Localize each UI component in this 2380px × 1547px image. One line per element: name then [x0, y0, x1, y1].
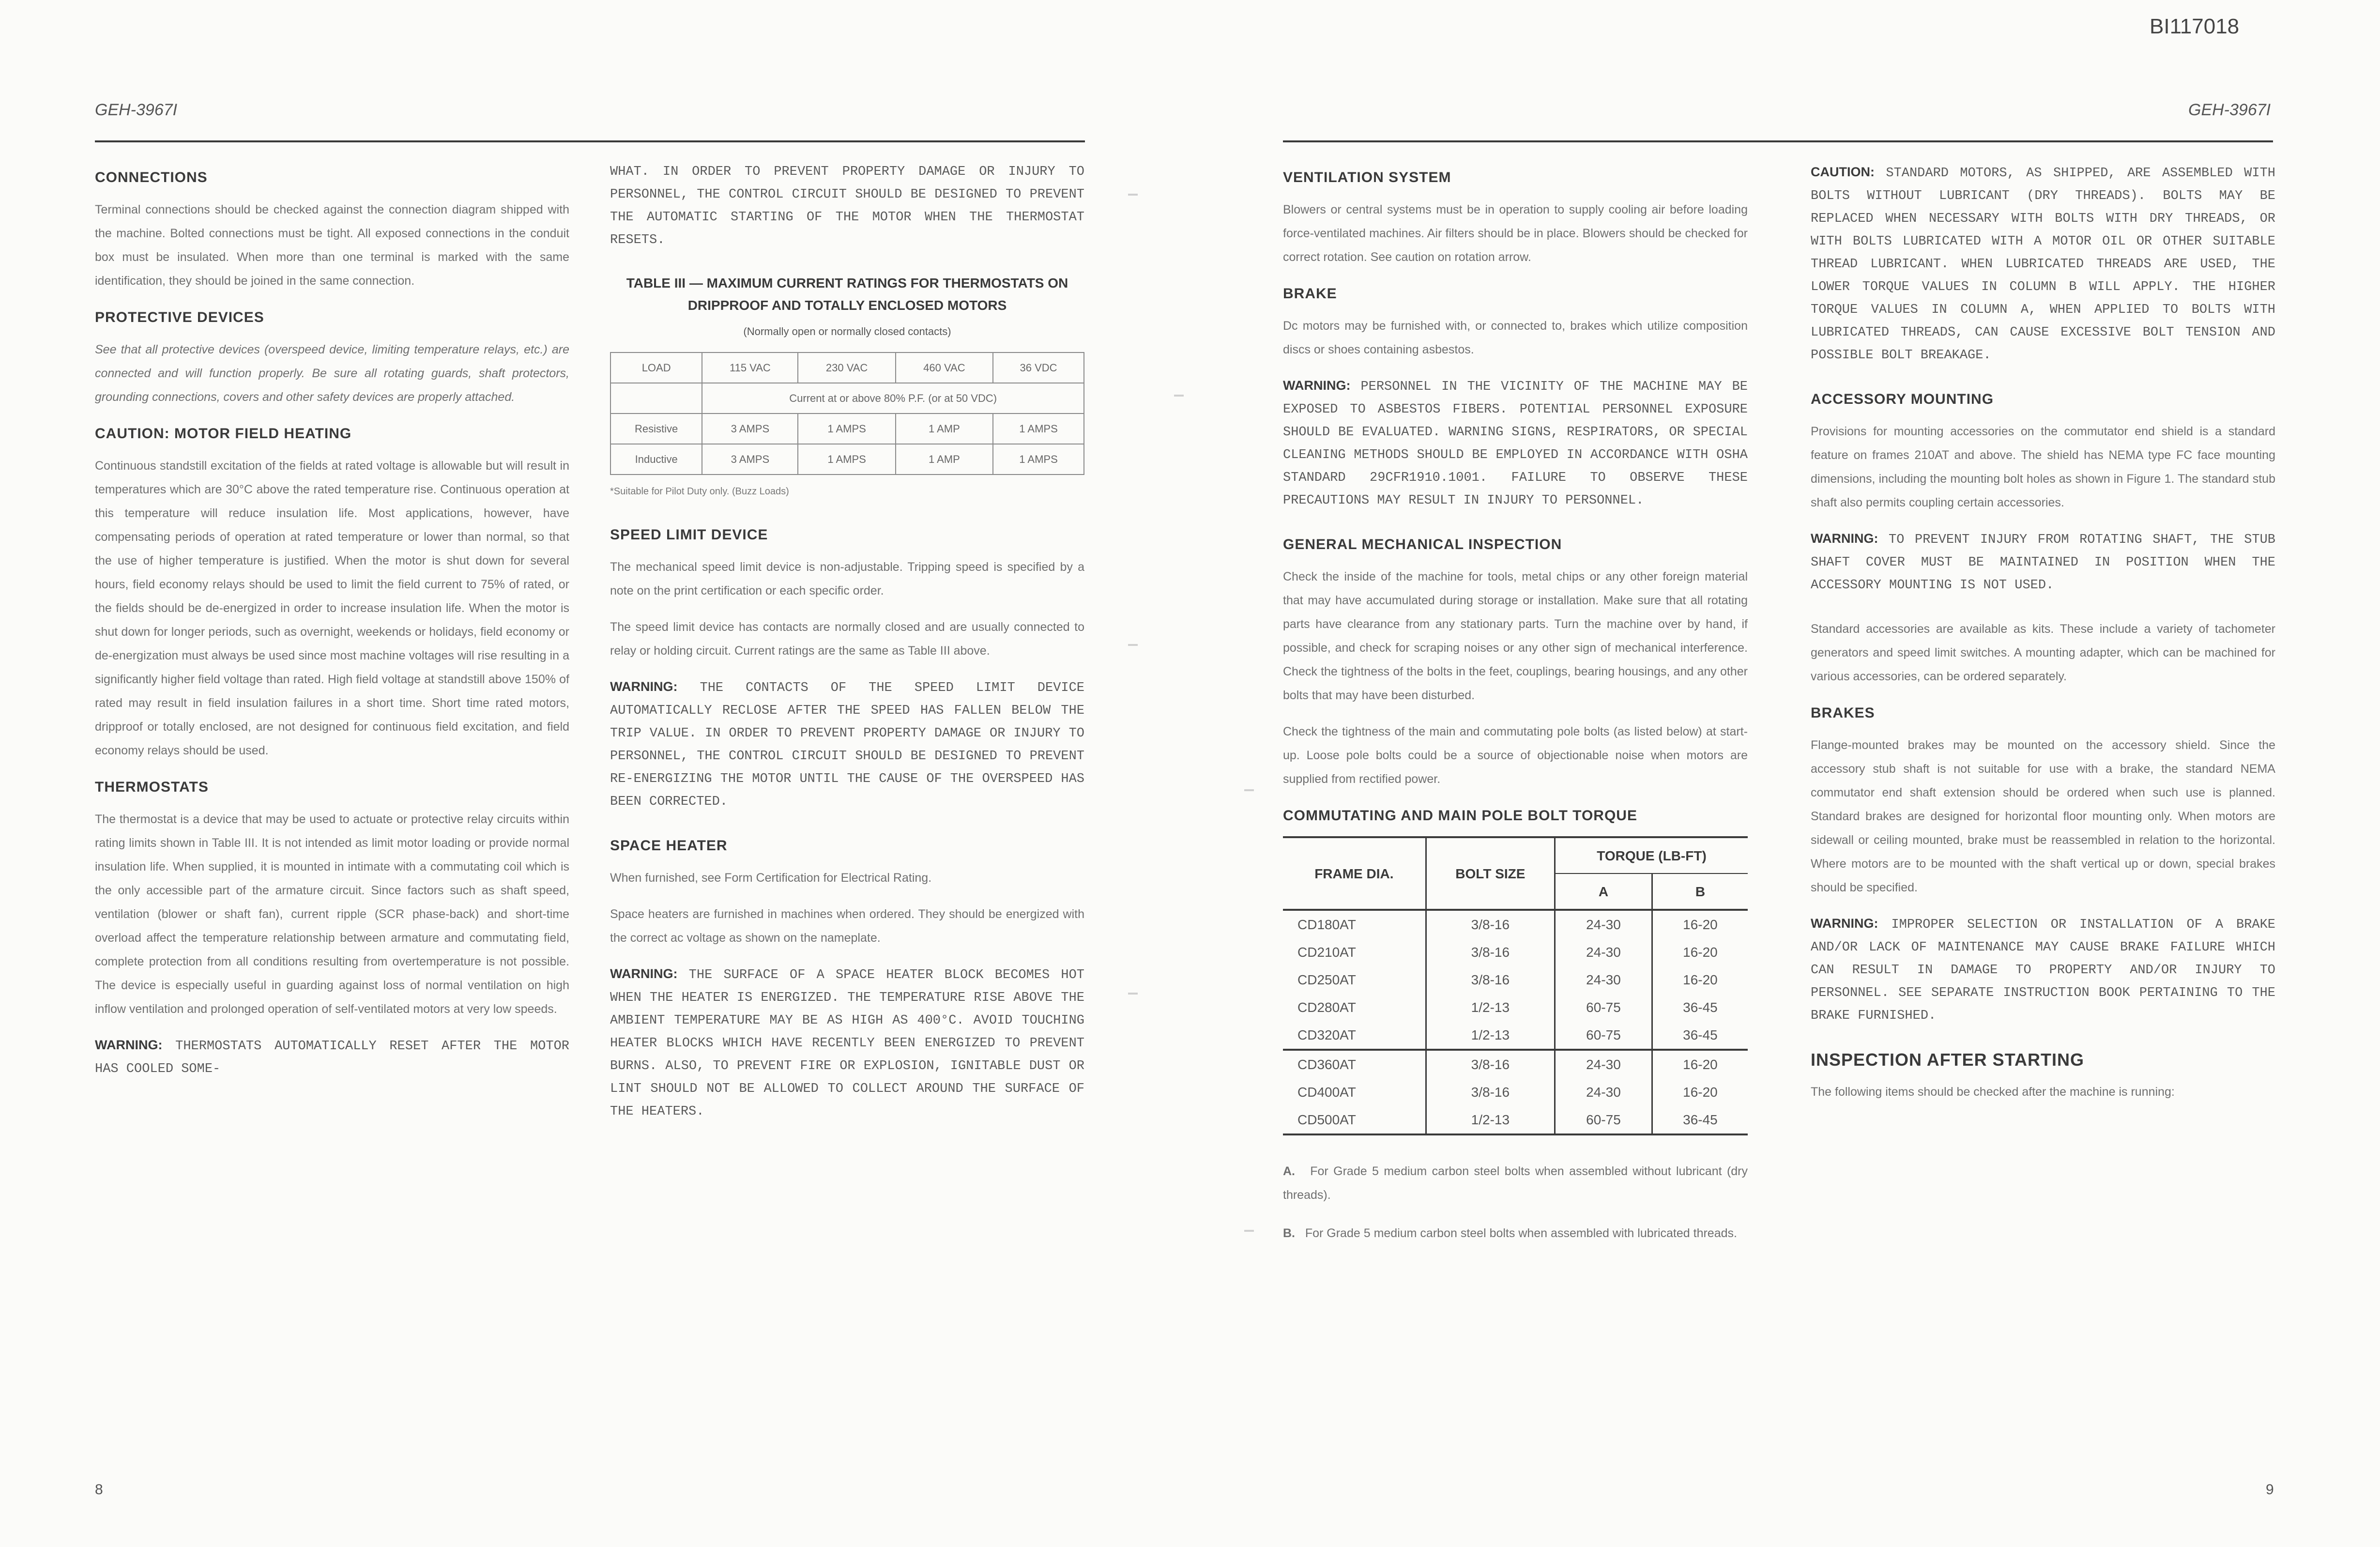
left-column-2: [610, 155, 1084, 1144]
note-a-label: A.: [1283, 1164, 1295, 1178]
table-row: [1283, 1050, 1748, 1078]
thermostat-warning-text: THERMOSTATS AUTOMATICALLY RESET AFTER THE MOTOR HAS COOLED SOME-: [95, 1039, 569, 1076]
bolt-cell: CD280AT: [1297, 1000, 1356, 1015]
table3-cell: 1 AMP: [896, 414, 993, 444]
bolt-cell: 24-30: [1555, 966, 1652, 994]
bolt-cell: 24-30: [1555, 910, 1652, 938]
table-row: [1283, 1078, 1748, 1106]
note-b-label: B.: [1283, 1226, 1295, 1240]
warning-label: WARNING:: [1811, 531, 1878, 546]
bolt-cell: 36-45: [1652, 994, 1748, 1021]
inspection-after-starting-text: The following items should be checked after the machine is running:: [1811, 1085, 2175, 1099]
table3-cell: 1 AMPS: [993, 444, 1084, 475]
left-header-rule: [95, 140, 1085, 142]
right-running-header: GEH-3967I: [2188, 101, 2271, 119]
table-row: [1283, 966, 1748, 994]
inspection-after-starting-heading: INSPECTION AFTER STARTING: [1811, 1050, 2084, 1070]
right-column-1: [1283, 155, 1748, 1260]
warning-label: WARNING:: [1811, 916, 1878, 931]
bolt-cell: 60-75: [1555, 1106, 1652, 1134]
brakes-heading: BRAKES: [1811, 705, 1875, 721]
table3-title: TABLE III — MAXIMUM CURRENT RATINGS FOR THERMOSTATS ON DRIPPROOF AND TOTALLY ENCLOSED MOTORS: [626, 276, 1068, 313]
table3-cell: 1 AMPS: [798, 444, 895, 475]
bolt-cell: 16-20: [1652, 910, 1748, 938]
gutter-mark: [1128, 194, 1138, 196]
bolt-cell: CD360AT: [1283, 1050, 1426, 1078]
brake-installation-warning-text: IMPROPER SELECTION OR INSTALLATION OF A BRAKE AND/OR LACK OF MAINTENANCE MAY CAUSE BRAKE FAILURE WHICH CAN RESULT IN DAMAGE TO PROPERTY AND/OR INJURY TO PERSONNEL. SEE SEPARATE INSTRUCTION BOOK PERTAINING TO THE BRAKE FURNISHED.: [1811, 918, 2276, 1023]
thermostat-warning: [95, 1034, 569, 1081]
gutter-mark: [1174, 395, 1184, 397]
ventilation-text: Blowers or central systems must be in operation to supply cooling air before loading force-ventilated machines. Air filters should be in place. Blowers should be checked for correct rotation. See caution on rotation arrow.: [1283, 203, 1748, 264]
mechanical-inspection-text-1: Check the inside of the machine for tools, metal chips or any other foreign material that may have accumulated during storage or installation. Make sure that all rotating parts have clearance from any stationary parts. Turn the machine over by hand, if possible, and check for scraping noises or any other sign of mechanical interference. Check the tightness of the bolts in the feet, couplings, bearing housings, and any other bolts that may have been disturbed.: [1283, 570, 1748, 702]
mechanical-inspection-text-2: Check the tightness of the main and commutating pole bolts (as listed below) at start-up. Loose pole bolts could be a source of objectionable noise when motors are supplied from rectified power.: [1283, 725, 1748, 786]
space-heater-warning-text: THE SURFACE OF A SPACE HEATER BLOCK BECOMES HOT WHEN THE HEATER IS ENERGIZED. THE TEMPERATURE RISE ABOVE THE AMBIENT TEMPERATURE MAY BE AS HIGH AS 400°C. AVOID TOUCHING HEATER BLOCKS WHICH HAVE RECENTLY BEEN ENERGIZED TO PREVENT BURNS. ALSO, TO PREVENT FIRE OR EXPLOSION, IGNITABLE DUST OR LINT SHOULD NOT BE ALLOWED TO COLLECT AROUND THE SURFACE OF THE HEATERS.: [610, 968, 1085, 1119]
table3-cell: 1 AMPS: [993, 414, 1084, 444]
brake-installation-warning: [1811, 912, 2275, 1027]
table3-span-row: Current at or above 80% P.F. (or at 50 VDC): [702, 383, 1084, 414]
accessory-mounting-text: Provisions for mounting accessories on the commutator end shield is a standard feature on frames 210AT and above. The shield has NEMA type FC face mounting dimensions, including the mounting bolt holes as shown in Figure 1. The standard stub shaft also permits coupling certain accessories.: [1811, 425, 2275, 509]
bolt-cell: 36-45: [1652, 1021, 1748, 1050]
bolt-cell: 3/8-16: [1426, 1078, 1555, 1106]
table-row: [1283, 1106, 1748, 1134]
bolt-cell: 1/2-13: [1426, 994, 1555, 1021]
speed-limit-warning-text: THE CONTACTS OF THE SPEED LIMIT DEVICE AUTOMATICALLY RECLOSE AFTER THE SPEED HAS FALLEN BELOW THE TRIP VALUE. IN ORDER TO PREVENT PROPERTY DAMAGE OR INJURY TO PERSONNEL, THE CONTROL CIRCUIT SHOULD BE DESIGNED TO PREVENT RE-ENERGIZING THE MOTOR UNTIL THE CAUSE OF THE OVERSPEED HAS BEEN CORRECTED.: [610, 681, 1085, 809]
table3-cell: [610, 383, 702, 414]
space-heater-warning: [610, 963, 1084, 1123]
table3-header: 115 VAC: [702, 352, 798, 383]
gutter-mark: [1128, 993, 1138, 995]
bolt-cell: 24-30: [1555, 1078, 1652, 1106]
speed-limit-warning: [610, 675, 1084, 813]
frame-dia-header: FRAME DIA.: [1283, 837, 1426, 910]
brake-text: Dc motors may be furnished with, or connected to, brakes which utilize composition discs or shoes containing asbestos.: [1283, 319, 1748, 356]
left-running-header: GEH-3967I: [95, 101, 178, 119]
note-a-text: For Grade 5 medium carbon steel bolts when assembled without lubricant (dry threads).: [1283, 1164, 1748, 1202]
bolt-cell: 16-20: [1652, 1078, 1748, 1106]
torque-b-header: B: [1652, 873, 1748, 910]
torque-a-header: A: [1555, 873, 1652, 910]
bolt-cell: 16-20: [1652, 966, 1748, 994]
warning-label: WARNING:: [1283, 378, 1351, 393]
speed-limit-heading: SPEED LIMIT DEVICE: [610, 527, 768, 543]
table3-footnote: *Suitable for Pilot Duty only. (Buzz Loads): [610, 486, 789, 497]
bolt-caution: [1811, 161, 2275, 367]
space-heater-heading: SPACE HEATER: [610, 838, 728, 854]
warning-label: WARNING:: [610, 966, 678, 981]
right-column-2: [1811, 155, 2275, 1117]
speed-limit-text-1: The mechanical speed limit device is non-adjustable. Tripping speed is specified by a note on the print certification or each specific order.: [610, 560, 1084, 597]
bolt-size-header: BOLT SIZE: [1426, 837, 1555, 910]
table3-cell: Resistive: [610, 414, 702, 444]
note-b-text: For Grade 5 medium carbon steel bolts when assembled with lubricated threads.: [1305, 1226, 1737, 1240]
thermostats-text: The thermostat is a device that may be used to actuate or protective relay circuits within rating limits shown in Table III. It is not intended as limit motor loading or provide normal insulation life. When supplied, it is mounted in intimate with a commutating coil which is the only accessible part of the armature circuit. Since factors such as shaft speed, ventilation (blower or shaft fan), current ripple (SCR phase-back) and short-time overload affect the temperature relationship between armature and commutating field, complete protection from all conditions resulting from overtemperature is not possible. The device is especially useful in guarding against loss of normal ventilation on high inflow ventilation and prolonged operation of self-ventilated motors at very low speeds.: [95, 812, 569, 1016]
table-row: [1283, 1021, 1748, 1050]
bolt-torque-title: COMMUTATING AND MAIN POLE BOLT TORQUE: [1283, 808, 1637, 824]
bolt-cell: CD400AT: [1297, 1085, 1356, 1100]
table3-header: LOAD: [610, 352, 702, 383]
bolt-torque-table: [1283, 836, 1748, 1135]
bolt-cell: CD210AT: [1297, 945, 1356, 960]
caution-label: CAUTION:: [1811, 165, 1875, 179]
accessory-kits-text: Standard accessories are available as kits. These include a variety of tachometer generators and speed limit switches. A mounting adapter, which can be machined for various accessories, can be ordered separately.: [1811, 622, 2275, 683]
gutter-mark: [1128, 644, 1138, 646]
note-a: [1283, 1160, 1748, 1207]
accessory-mounting-heading: ACCESSORY MOUNTING: [1811, 391, 1994, 407]
stub-shaft-warning: [1811, 527, 2275, 597]
bolt-cell: CD500AT: [1297, 1112, 1356, 1127]
left-column-1: [95, 155, 569, 1101]
bolt-cell: 3/8-16: [1426, 938, 1555, 966]
thermostats-heading: THERMOSTATS: [95, 779, 209, 795]
right-page-number: 9: [2266, 1482, 2274, 1498]
bolt-cell: CD320AT: [1297, 1027, 1356, 1042]
thermostat-ratings-table: [610, 352, 1084, 475]
bolt-cell: 3/8-16: [1426, 966, 1555, 994]
table-row: [1283, 910, 1748, 938]
table-row: [1283, 994, 1748, 1021]
ventilation-heading: VENTILATION SYSTEM: [1283, 169, 1451, 185]
warning-label: WARNING:: [95, 1038, 163, 1052]
table3-header: 230 VAC: [798, 352, 895, 383]
table-row: [1283, 938, 1748, 966]
bolt-caution-text: STANDARD MOTORS, AS SHIPPED, ARE ASSEMBLED WITH BOLTS WITHOUT LUBRICANT (DRY THREADS). BOLTS MAY BE REPLACED WHEN NECESSARY WITH BOLTS WITH DRY THREADS, OR WITH BOLTS LUBRICATED WITH A MOTOR OIL OR OTHER SUITABLE THREAD LUBRICANT. WHEN LUBRICATED THREADS ARE USED, THE LOWER TORQUE VALUES IN COLUMN B WILL APPLY. THE HIGHER TORQUE VALUES IN COLUMN A, WHEN APPLIED TO BOLTS WITH LUBRICATED THREADS, CAN CAUSE EXCESSIVE BOLT TENSION AND POSSIBLE BOLT BREAKAGE.: [1811, 166, 2275, 363]
bolt-cell: CD250AT: [1297, 972, 1356, 987]
brake-heading: BRAKE: [1283, 286, 1337, 302]
right-header-rule: [1283, 140, 2273, 142]
left-page-number: 8: [95, 1482, 103, 1498]
protective-devices-heading: PROTECTIVE DEVICES: [95, 309, 264, 325]
table3-subtitle: (Normally open or normally closed contacts): [743, 325, 951, 337]
gutter-mark: [1244, 789, 1254, 791]
connections-text: Terminal connections should be checked against the connection diagram shipped with the machine. Bolted connections must be tight. All exposed connections in the conduit box must be insulated. When more than one terminal is marked with the same identification, they should be joined in the same connection.: [95, 203, 569, 288]
space-heater-text-1: When furnished, see Form Certification for Electrical Rating.: [610, 871, 932, 885]
bolt-cell: 3/8-16: [1426, 910, 1555, 938]
table3-header: 460 VAC: [896, 352, 993, 383]
torque-header: TORQUE (LB-FT): [1555, 837, 1748, 873]
bolt-cell: 36-45: [1652, 1106, 1748, 1134]
bolt-cell: 1/2-13: [1426, 1106, 1555, 1134]
bolt-cell: 24-30: [1555, 1050, 1652, 1078]
speed-limit-text-2: The speed limit device has contacts are normally closed and are usually connected to relay or holding circuit. Current ratings are the same as Table III above.: [610, 620, 1084, 658]
thermostat-warning-continued: WHAT. IN ORDER TO PREVENT PROPERTY DAMAGE OR INJURY TO PERSONNEL, THE CONTROL CIRCUIT SHOULD BE DESIGNED TO PREVENT THE AUTOMATIC STARTING OF THE MOTOR WHEN THE THERMOSTAT RESETS.: [610, 165, 1084, 247]
table3-cell: 1 AMPS: [798, 414, 895, 444]
table3-cell: 1 AMP: [896, 444, 993, 475]
bolt-table-notes: [1283, 1160, 1748, 1245]
table3-header: 36 VDC: [993, 352, 1084, 383]
table-row: [610, 444, 1084, 475]
table-row: [610, 414, 1084, 444]
caution-motor-field-heading: CAUTION: MOTOR FIELD HEATING: [95, 426, 352, 442]
bolt-cell: 16-20: [1652, 938, 1748, 966]
brakes-text: Flange-mounted brakes may be mounted on the accessory shield. Since the accessory stub shaft is not suitable for use with a brake, the standard NEMA commutator end shaft extension should be ordered when such use is planned. Standard brakes are designed for horizontal floor mounting only. When motors are sidewall or ceiling mounted, brake must be reassembled in relation to the horizontal. Where motors are to be mounted with the shaft vertical up or down, special brakes should be specified.: [1811, 738, 2275, 894]
table3-cell: Inductive: [610, 444, 702, 475]
table3-cell: 3 AMPS: [702, 444, 798, 475]
document-number: BI117018: [2150, 15, 2240, 38]
bolt-cell: 24-30: [1555, 938, 1652, 966]
gutter-mark: [1244, 1230, 1254, 1232]
connections-heading: CONNECTIONS: [95, 169, 208, 185]
bolt-cell: CD180AT: [1297, 917, 1356, 932]
mechanical-inspection-heading: GENERAL MECHANICAL INSPECTION: [1283, 536, 1562, 552]
asbestos-warning-text: PERSONNEL IN THE VICINITY OF THE MACHINE MAY BE EXPOSED TO ASBESTOS FIBERS. POTENTIAL PERSONNEL EXPOSURE SHOULD BE EVALUATED. WARNING SIGNS, RESPIRATORS, OR SPECIAL CLEANING METHODS SHOULD BE EMPLOYED IN ACCORDANCE WITH OSHA STANDARD 29CFR1910.1001. FAILURE TO OBSERVE THESE PRECAUTIONS MAY RESULT IN INJURY TO PERSONNEL.: [1283, 380, 1748, 508]
bolt-cell: 60-75: [1555, 1021, 1652, 1050]
bolt-cell: 16-20: [1652, 1050, 1748, 1078]
stub-shaft-warning-text: TO PREVENT INJURY FROM ROTATING SHAFT, THE STUB SHAFT COVER MUST BE MAINTAINED IN POSITION WHEN THE ACCESSORY MOUNTING IS NOT USED.: [1811, 533, 2276, 593]
bolt-cell: 60-75: [1555, 994, 1652, 1021]
warning-label: WARNING:: [610, 679, 678, 694]
protective-devices-text: See that all protective devices (overspeed device, limiting temperature relays, etc.) are connected and will function properly. Be sure all rotating guards, shaft protectors, grounding connections, covers and other safety devices are properly attached.: [95, 343, 569, 404]
motor-field-heating-text: Continuous standstill excitation of the fields at rated voltage is allowable but will result in temperatures which are 30°C above the rated temperature rise. Continuous operation at this temperature will reduce insulation life. Most applications, however, have compensating periods of operation at rated temperature or lower than normal, so that the use of higher temperature is justified. When the motor is shut down for several hours, field economy relays should be used to limit the field current to 75% of rated, or the fields should be de-energized in order to increase insulation life. When the motor is shut down for longer periods, such as overnight, weekends or holidays, field economy or de-energization must always be used since most machine voltages will rise resulting in a significantly higher field voltage than rated. High field voltage at standstill above 150% of rated may result in field insulation failures in a short time. Short time rated motors, dripproof or totally enclosed, are not designed for continuous field excitation, and field economy relays should be used.: [95, 459, 569, 757]
table3-cell: 3 AMPS: [702, 414, 798, 444]
note-b: [1283, 1222, 1748, 1245]
bolt-cell: 3/8-16: [1426, 1050, 1555, 1078]
asbestos-warning: [1283, 374, 1748, 512]
space-heater-text-2: Space heaters are furnished in machines when ordered. They should be energized with the correct ac voltage as shown on the nameplate.: [610, 907, 1084, 945]
bolt-cell: 1/2-13: [1426, 1021, 1555, 1050]
